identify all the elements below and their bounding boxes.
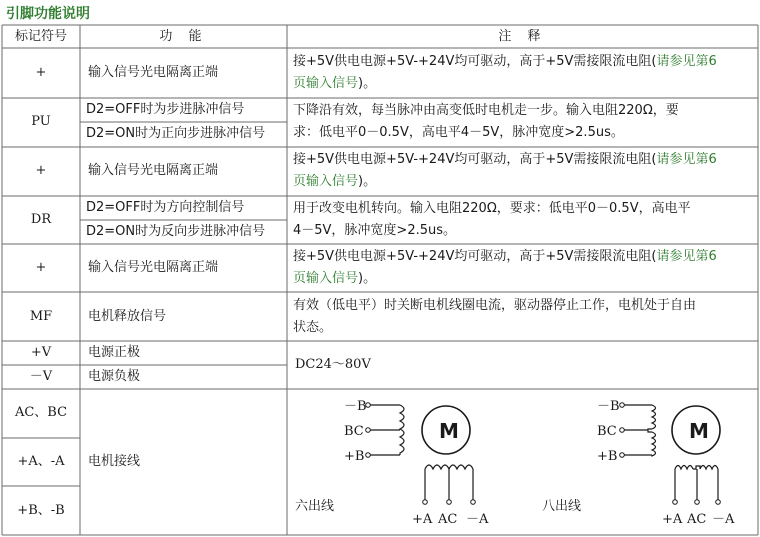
eight-wire-pin-ac: AC	[687, 512, 707, 527]
row-6-function: 电机释放信号	[88, 309, 167, 324]
eight-wire-pin-pa: +A	[662, 512, 683, 527]
wiring-symbol-1: AC、BC	[14, 405, 68, 420]
eight-wire-caption: 八出线	[542, 499, 582, 514]
row-5-note: 接+5V供电电源+5V-+24V均可驱动，高于+5V需接限流电阻(请参见第6 页输入信号)。	[293, 249, 717, 286]
header-note: 注 释	[498, 29, 547, 44]
six-wire-pin-ac: AC	[438, 512, 458, 527]
row-2-function-b: D2=ON时为正向步进脉冲信号	[86, 126, 266, 141]
six-wire-pin-pb: +B	[344, 449, 365, 464]
row-1-note-link[interactable]: 请参见第6	[656, 54, 717, 69]
row-8-function: 电源负极	[88, 369, 141, 384]
row-1-symbol: +	[35, 65, 47, 80]
header-function: 功 能	[159, 29, 208, 44]
row-2-note: 下降沿有效，每当脉冲由高变低时电机走一步。输入电阻220Ω，要 求：低电平0－0.5V，高电平4－5V，脉冲宽度>2.5us。	[293, 103, 679, 140]
row-2-symbol: PU	[31, 114, 51, 129]
eight-wire-pin-na: －A	[712, 512, 735, 527]
wiring-symbol-2: +A、-A	[17, 454, 65, 469]
eight-wire-motor-letter: M	[689, 419, 709, 443]
row-6-symbol: MF	[29, 309, 53, 324]
six-wire-pin-bc: BC	[344, 424, 364, 439]
row-5-note-link[interactable]: 请参见第6	[656, 249, 717, 264]
header-symbol: 标记符号	[14, 29, 67, 44]
row-7-symbol: +V	[30, 345, 52, 360]
row-4-function-b: D2=ON时为反向步进脉冲信号	[86, 224, 266, 239]
six-wire-motor-letter: M	[439, 419, 459, 443]
wiring-function: 电机接线	[88, 454, 141, 469]
row-4-note: 用于改变电机转向。输入电阻220Ω，要求：低电平0－0.5V，高电平 4－5V，脉冲宽度>2.5us。	[293, 201, 691, 238]
six-wire-pin-nb: －B	[344, 399, 367, 414]
row-5-symbol: +	[35, 260, 47, 275]
row-4-symbol: DR	[30, 212, 52, 227]
row-5-note-link-cont[interactable]: 页输入信号	[293, 271, 359, 286]
row-3-symbol: +	[35, 163, 47, 178]
eight-wire-pin-nb: －B	[597, 399, 620, 414]
row-3-note-link-cont[interactable]: 页输入信号	[293, 174, 359, 189]
eight-wire-diagram	[520, 390, 756, 535]
eight-wire-pin-pb: +B	[597, 449, 618, 464]
eight-wire-pin-bc: BC	[597, 424, 617, 439]
row-7-function: 电源正极	[88, 345, 141, 360]
row-3-note: 接+5V供电电源+5V-+24V均可驱动，高于+5V需接限流电阻(请参见第6 页输入信号)。	[293, 152, 717, 189]
row-2-function-a: D2=OFF时为步进脉冲信号	[86, 102, 245, 117]
six-wire-diagram	[288, 390, 518, 535]
page-title: 引脚功能说明	[6, 6, 90, 22]
row-5-function: 输入信号光电隔离正端	[88, 260, 219, 275]
row-6-note: 有效（低电平）时关断电机线圈电流，驱动器停止工作，电机处于自由 状态。	[293, 298, 697, 335]
row-4-function-a: D2=OFF时为方向控制信号	[86, 200, 245, 215]
six-wire-pin-pa: +A	[412, 512, 433, 527]
six-wire-pin-na: －A	[466, 512, 489, 527]
row-3-function: 输入信号光电隔离正端	[88, 163, 219, 178]
power-note: DC24～80V	[295, 357, 371, 372]
row-1-note-link-cont[interactable]: 页输入信号	[293, 76, 359, 91]
row-8-symbol: －V	[29, 369, 53, 384]
row-3-note-link[interactable]: 请参见第6	[656, 152, 717, 167]
six-wire-caption: 六出线	[295, 499, 335, 514]
wiring-symbol-3: +B、-B	[17, 503, 65, 518]
row-1-note: 接+5V供电电源+5V-+24V均可驱动，高于+5V需接限流电阻(请参见第6 页输入信号)。	[293, 54, 717, 91]
row-1-function: 输入信号光电隔离正端	[88, 65, 219, 80]
